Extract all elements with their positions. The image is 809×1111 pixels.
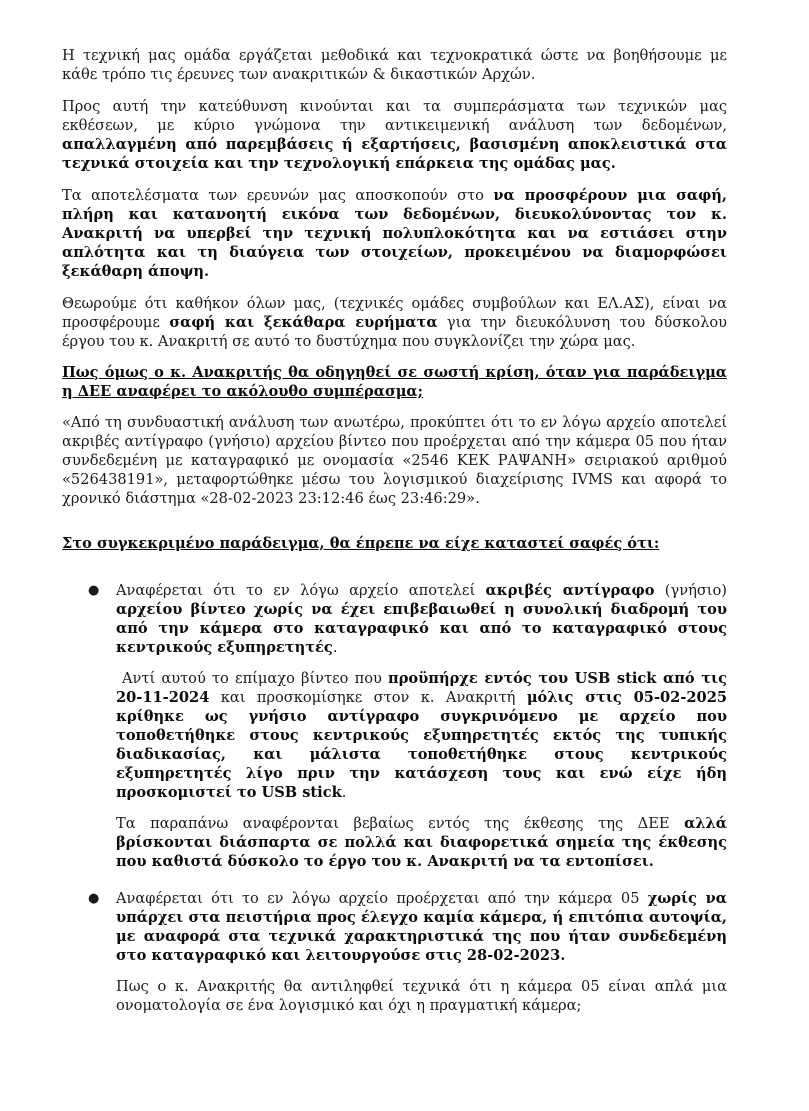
conclusions-paragraph (62, 97, 727, 173)
dee-quote-text: «Από τη συνδυαστική ανάλυση των ανωτέρω, προκύπτει ότι το εν λόγω αρχείο αποτελεί ακριβές αντίγραφο (γνήσιο) αρχείου βίντεο που προέρχεται από την κάμερα 05 που ήταν συνδεδεμένη με καταγραφικό με ονομασία «2546 ΚΕΚ ΡΑΨΑΝΗ» σειριακού αριθμού «526438191», μεταφορτώθηκε μέσω του λογισμικού διαχείρισης IVMS και αφορά το χρονικό διάστημα «28-02-2023 23:12:46 έως 23:46:29». (62, 414, 727, 507)
bullet1-a-text-2: (γνήσιο) (654, 582, 727, 599)
question-heading-text: Πως όμως ο κ. Ανακριτής θα οδηγηθεί σε σωστή κρίση, όταν για παράδειγμα η ΔΕΕ αναφέρει το ακόλουθο συμπέρασμα; (62, 364, 727, 400)
example-heading-text: Στο συγκεκριμένο παράδειγμα, θα έπρεπε να είχε καταστεί σαφές ότι: (62, 535, 660, 552)
bullet-icon: ● (88, 583, 100, 598)
bullet1-para-a (116, 581, 727, 657)
conclusions-text: Προς αυτή την κατεύθυνση κινούνται και τα συμπεράσματα των τεχνικών μας εκθέσεων, με κύριο γνώμονα την αντικειμενική ανάλυση των δεδομένων, (62, 98, 727, 134)
bullet2-b-text: Πως ο κ. Ανακριτής θα αντιληφθεί τεχνικά ότι η κάμερα 05 είναι απλά μια ονοματολογία σε ένα λογισμικό και όχι η πραγματική κάμερα; (116, 978, 727, 1014)
bullet1-b-text-3: . (341, 784, 347, 801)
list-item (88, 581, 728, 871)
duty-paragraph (62, 294, 727, 351)
results-bold: να προσφέρουν μια σαφή, πλήρη και κατανοητή εικόνα των δεδομένων, διευκολύνοντας τον κ. Ανακριτή να υπερβεί την τεχνική πολυπλοκότητα και να εστιάσει στην απλότητα και τη διαύγεια των στοιχείων, προκειμένου να διαμορφώσει ξεκάθαρη άποψη. (62, 187, 728, 280)
bullet1-a-text-3: . (332, 639, 338, 656)
duty-bold: σαφή και ξεκάθαρα ευρήματα (169, 314, 438, 331)
bullet-icon: ● (88, 891, 100, 906)
bullet2-a-bold-1: χωρίς να υπάρχει στα πειστήρια προς έλεγχο καμία κάμερα, ή επιτόπια αυτοψία, με αναφορά στα τεχνικά χαρακτηριστικά της που ήταν συνδεδεμένη στο καταγραφικό και λειτουργούσε στις 28-02-2023. (116, 890, 727, 964)
bullet1-b-text-1: Αντί αυτού το επίμαχο βίντεο που (122, 670, 389, 687)
example-heading (62, 534, 727, 553)
bullet1-a-bold-1: ακριβές αντίγραφο (485, 582, 655, 599)
results-text: Τα αποτελέσματα των ερευνών μας αποσκοπούν στο (62, 187, 494, 204)
bullet1-c-bold-1: αλλά βρίσκονται διάσπαρτα σε πολλά και διαφορετικά σημεία της έκθεσης που καθιστά δύσκολο το έργο του κ. Ανακριτή να τα εντοπίσει. (116, 815, 727, 870)
bullet1-b-bold-1: προϋπήρχε εντός του USB stick από τις 20-11-2024 (116, 670, 728, 706)
list-item (88, 889, 727, 1015)
bullet2-a-text-1: Αναφέρεται ότι το εν λόγω αρχείο προέρχεται από την κάμερα 05 (116, 890, 648, 907)
duty-text-2: για την διευκόλυνση του δύσκολου έργου του κ. Ανακριτή σε αυτό το δυστύχημα που συγκλονίζει την χώρα μας. (62, 314, 727, 350)
bullet1-b-bold-2: μόλις στις 05-02-2025 κρίθηκε ως γνήσιο αντίγραφο συγκρινόμενο με αρχείο που τοποθετήθηκε στους κεντρικούς εξυπηρετητές εκτός της τυπικής διαδικασίας, και μάλιστα τοποθετήθηκε στους κεντρικούς εξυπηρετητές λίγο πριν την κατάσχεση τους και ενώ είχε ήδη προσκομιστεί το USB stick (116, 689, 727, 801)
bullet1-para-c (116, 814, 727, 871)
results-paragraph (62, 186, 727, 281)
findings-list (62, 581, 727, 1015)
dee-quote (62, 413, 727, 508)
bullet1-para-b (116, 669, 727, 802)
duty-text-1: Θεωρούμε ότι καθήκον όλων μας, (τεχνικές ομάδες συμβούλων και ΕΛ.ΑΣ), είναι να προσφέρουμε (62, 295, 727, 331)
intro-text: Η τεχνική μας ομάδα εργάζεται μεθοδικά και τεχνοκρατικά ώστε να βοηθήσουμε με κάθε τρόπο τις έρευνες των ανακριτικών & δικαστικών Αρχών. (62, 47, 727, 83)
question-heading (62, 363, 727, 401)
bullet1-a-text-1: Αναφέρεται ότι το εν λόγω αρχείο αποτελεί (116, 582, 486, 599)
bullet2-para-b (116, 977, 727, 1015)
bullet1-b-text-2: και προσκομίσηκε στον κ. Ανακριτή (209, 689, 527, 706)
intro-paragraph (62, 46, 727, 84)
conclusions-bold: απαλλαγμένη από παρεμβάσεις ή εξαρτήσεις, βασισμένη αποκλειστικά στα τεχνικά στοιχεία και την τεχνολογική επάρκεια της ομάδας μας. (62, 136, 727, 172)
bullet2-para-a (116, 889, 727, 965)
bullet1-c-text-1: Τα παραπάνω αναφέρονται βεβαίως εντός της έκθεσης της ΔΕΕ (116, 815, 685, 832)
bullet1-a-bold-2: αρχείου βίντεο χωρίς να έχει επιβεβαιωθεί η συνολική διαδρομή του από την κάμερα στο καταγραφικό και από το καταγραφικό στους κεντρικούς εξυπηρετητές (116, 601, 727, 656)
